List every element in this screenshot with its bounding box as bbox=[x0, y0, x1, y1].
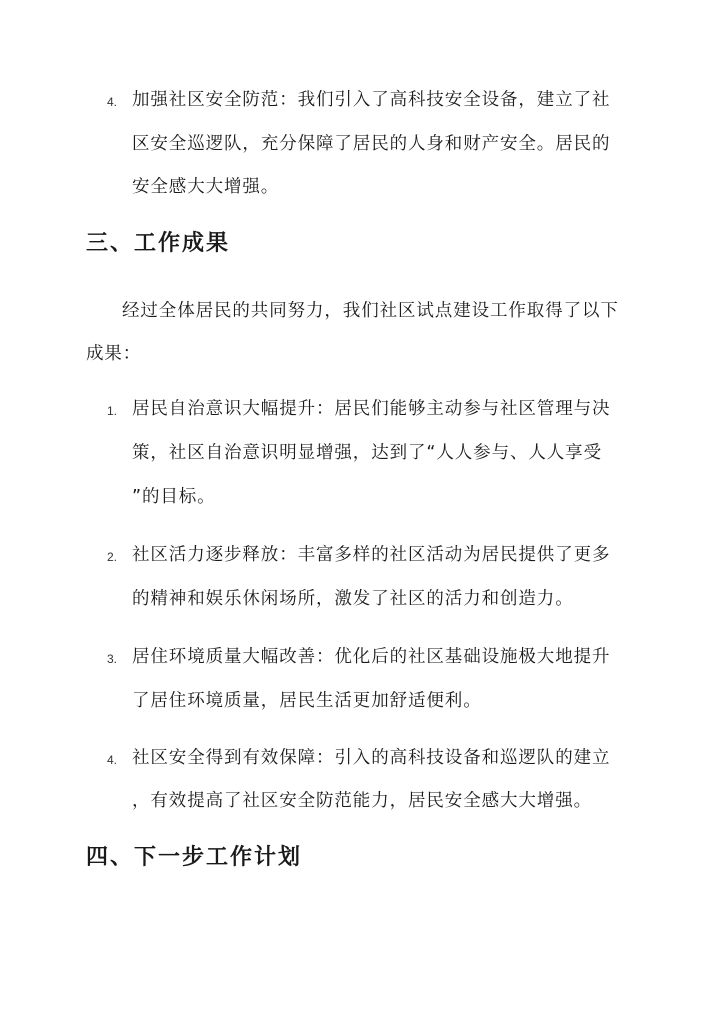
list-item-line: 策，社区自治意识明显增强，达到了“人人参与、人人享受 bbox=[132, 443, 602, 463]
list-item-number: 4. bbox=[107, 95, 118, 109]
list-item-line: 居民自治意识大幅提升：居民们能够主动参与社区管理与决 bbox=[132, 399, 611, 419]
list-item-number: 2. bbox=[107, 550, 118, 564]
list-item-line: 社区安全得到有效保障：引入的高科技设备和巡逻队的建立 bbox=[132, 748, 611, 768]
list-item-line: 安全感大大增强。 bbox=[132, 177, 280, 197]
list-item-line: 了居住环境质量，居民生活更加舒适便利。 bbox=[132, 691, 482, 711]
list-item-number: 1. bbox=[107, 404, 118, 418]
list-item-number: 4. bbox=[107, 753, 118, 767]
list-item-line: 的精神和娱乐休闲场所，激发了社区的活力和创造力。 bbox=[132, 589, 574, 609]
list-item-line: ”的目标。 bbox=[132, 487, 216, 507]
list-item-line: 社区活力逐步释放：丰富多样的社区活动为居民提供了更多 bbox=[132, 545, 611, 565]
list-item-line: ，有效提高了社区安全防范能力，居民安全感大大增强。 bbox=[132, 791, 592, 811]
list-item-line: 区安全巡逻队，充分保障了居民的人身和财产安全。居民的 bbox=[132, 134, 611, 154]
paragraph-line: 经过全体居民的共同努力，我们社区试点建设工作取得了以下 bbox=[122, 301, 619, 321]
paragraph-line: 成果： bbox=[86, 344, 142, 364]
section-heading: 三、工作成果 bbox=[86, 231, 231, 256]
list-item-number: 3. bbox=[107, 652, 118, 666]
list-item-line: 居住环境质量大幅改善：优化后的社区基础设施极大地提升 bbox=[132, 647, 611, 667]
section-heading: 四、下一步工作计划 bbox=[86, 845, 303, 870]
list-item-line: 加强社区安全防范：我们引入了高科技安全设备，建立了社 bbox=[132, 90, 611, 110]
